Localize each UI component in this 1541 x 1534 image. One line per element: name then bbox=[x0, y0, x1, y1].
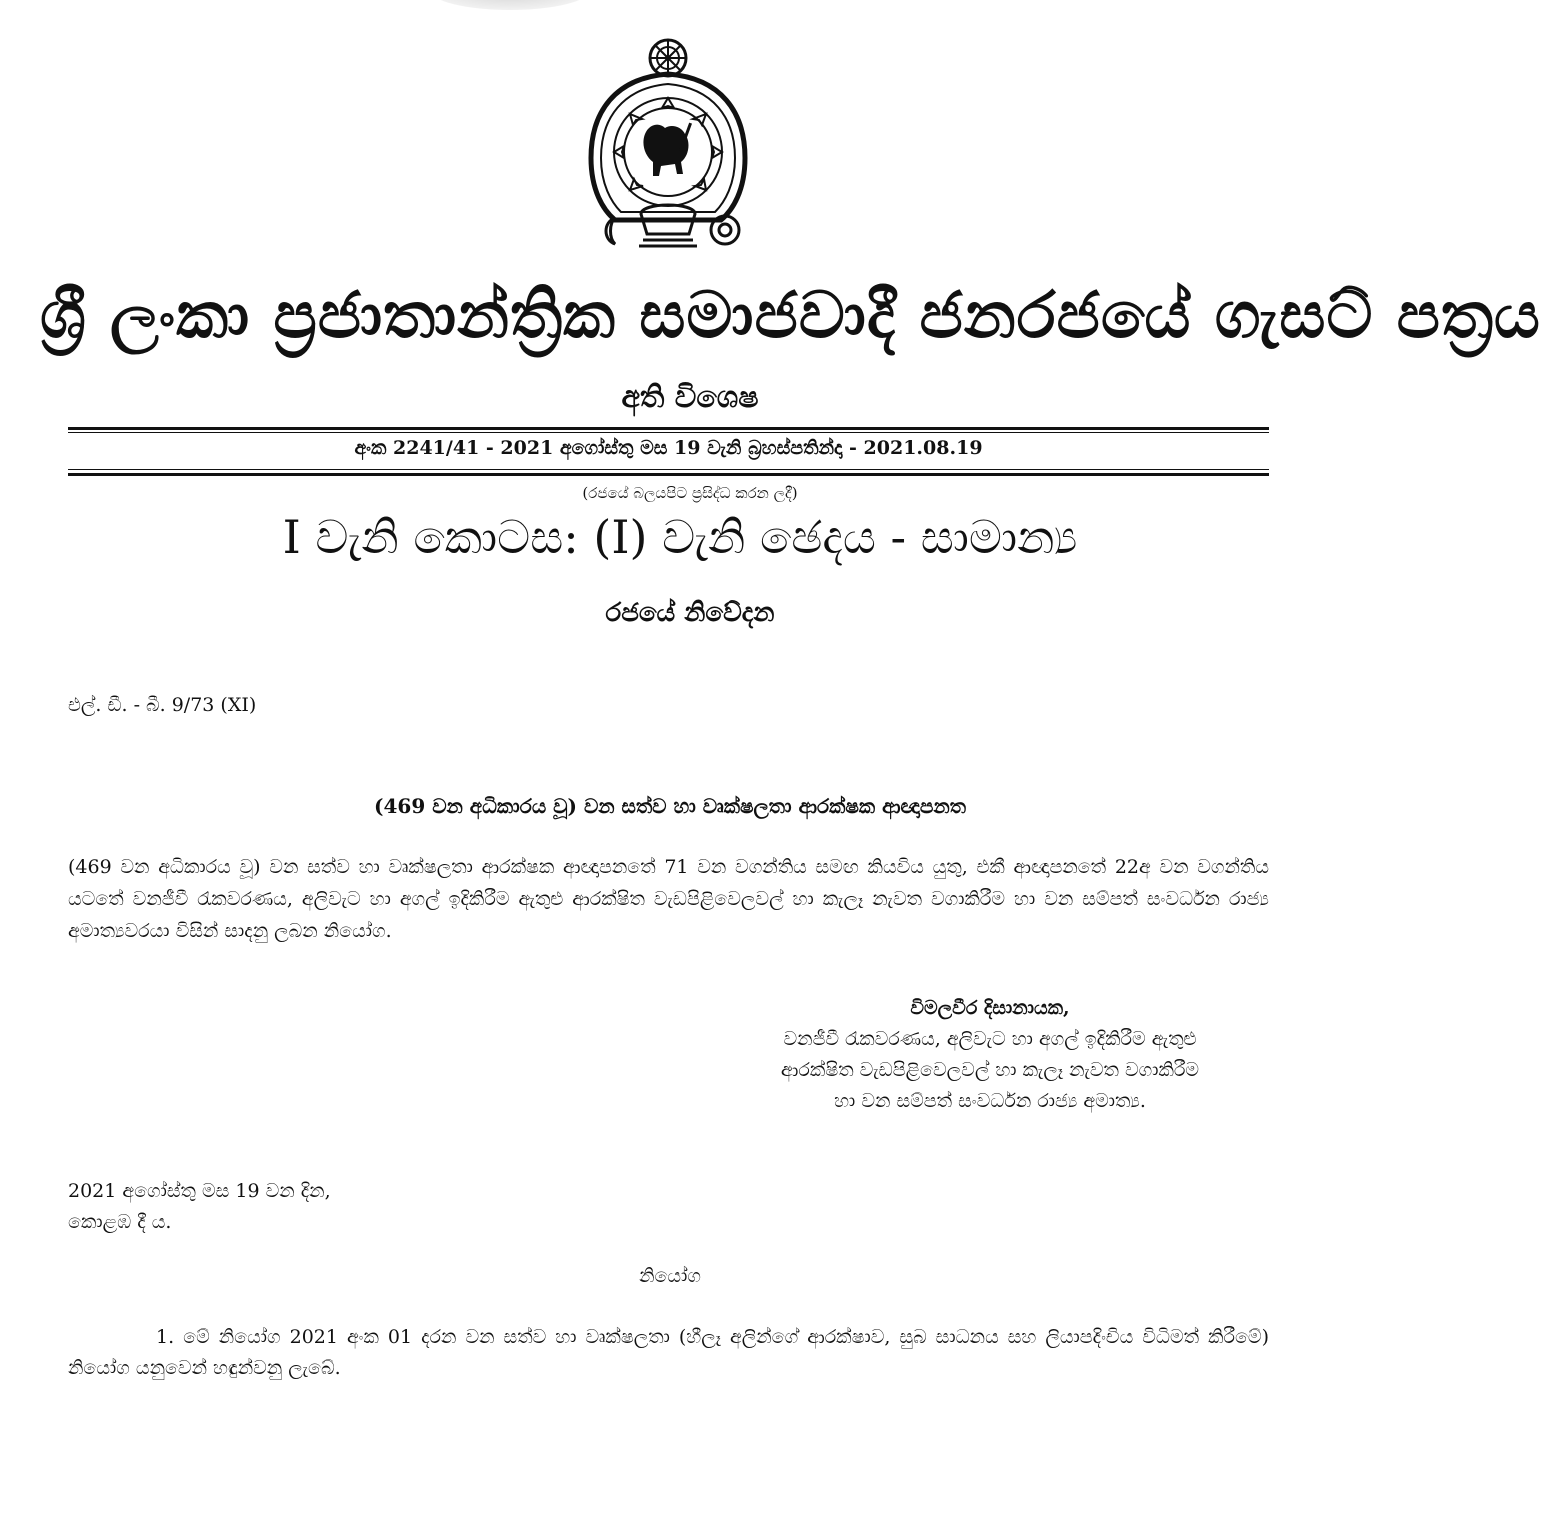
gazette-title: ශ්‍රී ලංකා ප්‍රජාතාන්ත්‍රික සමාජවාදී ජනරජයේ ගැසට් පත්‍රය bbox=[40, 278, 1541, 353]
signatory-name: විමලවීර දිසානායක, bbox=[910, 997, 1070, 1019]
authority-note: (රජයේ බලයපිට ප්‍රසිද්ධ කරන ලදී) bbox=[582, 484, 798, 502]
signatory-title-line: හා වන සම්පත් සංවර්ධන රාජ්‍ය අමාත්‍ය. bbox=[834, 1090, 1146, 1112]
lion-icon bbox=[643, 123, 692, 176]
extraordinary-label: අති විශෙෂ bbox=[621, 380, 759, 415]
signatory-title-line: ආරක්ෂිත වැඩපිළිවෙලවල් හා කැලෑ නැවත වගාකිරීම bbox=[780, 1059, 1200, 1081]
signatory-title-line: වනජීවී රැකවරණය, අලිවැට හා අගල් ඉදිකිරීම ඇතුළු bbox=[783, 1028, 1197, 1050]
section-heading: රජයේ නිවේදන bbox=[605, 598, 775, 628]
header-rule-top-thin bbox=[68, 432, 1269, 433]
issue-line: අංක 2241/41 - 2021 අගෝස්තු මස 19 වැනි බ්‍රහස්පතින්දා - 2021.08.19 bbox=[354, 437, 983, 459]
regulations-heading: නියෝග bbox=[639, 1265, 701, 1287]
notice-place: කොළඹ දී ය. bbox=[68, 1211, 172, 1233]
notice-body: (469 වන අධිකාරය වූ) වන සත්ව හා වෘක්ෂලතා ආරක්ෂක ආඥාපනතේ 71 වන වගන්තිය සමඟ කියවිය යුතු, එකී ආඥාපනතේ 22අ වන වගන්තිය යටතේ වනජීවී රැකවරණය, අලිවැට හා අගල් ඉදිකිරීම ඇතුළු ආරක්ෂිත වැඩපිළිවෙලවල් හා කැලෑ නැවත වගාකිරීම හා වන සම්පත් සංවර්ධන රාජ්‍ය අමාත්‍යවරයා විසින් සාදනු ලබන නියෝග. bbox=[68, 856, 1269, 942]
dharma-wheel-icon bbox=[650, 40, 686, 76]
header-rule-bottom bbox=[68, 473, 1269, 476]
regulation-item: 1. මේ නියෝග 2021 අංක 01 දරන වන සත්ව හා වෘක්ෂලතා (හීලෑ අලින්ගේ ආරක්ෂාව, සුබ සාධනය සහ ලියාපදිංචිය විධිමත් කිරීමේ) නියෝග යනුවෙන් හඳුන්වනු ලැබේ. bbox=[68, 1326, 1269, 1379]
header-rule-top bbox=[68, 427, 1269, 430]
part-heading: I වැනි කොටස: (I) වැනි ඡෙදය - සාමාන්‍ය bbox=[282, 510, 1078, 564]
moon-icon bbox=[606, 218, 615, 244]
header-rule-bottom-thin bbox=[68, 469, 1269, 470]
ordinance-title: (469 වන අධිකාරය වූ) වන සත්ව හා වෘක්ෂලතා ආරක්ෂක ආඥාපනත bbox=[374, 794, 966, 818]
date-place bbox=[68, 1176, 331, 1238]
reference-number: එල්. ඩී. - බී. 9/73 (XI) bbox=[68, 694, 257, 716]
sri-lanka-emblem-icon bbox=[585, 34, 751, 256]
sun-icon bbox=[711, 216, 739, 244]
scan-shadow bbox=[430, 0, 590, 10]
signature-block bbox=[640, 993, 1340, 1117]
notice-date: 2021 අගෝස්තු මස 19 වන දින, bbox=[68, 1180, 331, 1202]
